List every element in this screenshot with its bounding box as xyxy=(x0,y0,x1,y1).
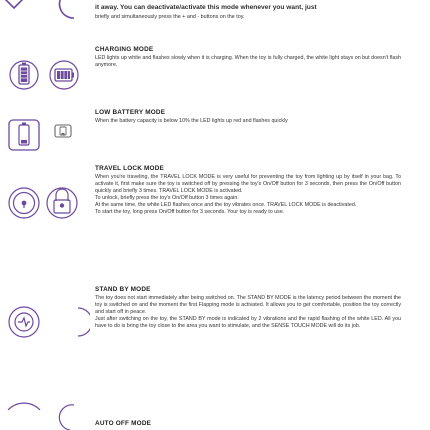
battery-low-icon xyxy=(9,120,39,150)
section-title: LOW BATTERY MODE xyxy=(95,109,166,116)
padlock-icon xyxy=(47,188,77,218)
icon-column xyxy=(0,0,90,430)
bottom-partial-icon xyxy=(8,403,74,430)
paragraph: When you're traveling, the TRAVEL LOCK MODE is very useful for preventing the toy from lighting up by itself in your bag. To activate it, first make sure the toy is switched off by pressing the toy's On/Off button for 3 seconds, then press the On/Off button quickly and briefly 3 times. TRAVEL LOCK MODE is activated. xyxy=(95,174,401,194)
section-low-battery-mode xyxy=(95,109,401,125)
intro-subline: briefly and simultaneously press the + and - buttons on the toy. xyxy=(95,14,245,21)
section-title: CHARGING MODE xyxy=(95,46,154,53)
standby-icon xyxy=(9,307,39,337)
section-charging-mode xyxy=(95,46,401,69)
section-stand-by-mode xyxy=(95,286,401,330)
section-travel-lock-mode xyxy=(95,165,401,215)
paragraph: The toy does not start immediately after being switched on. The STAND BY MODE is the latency period between the moment the toy is switched on and the moment the first Flapping mode is activated. It allows you to get comfortable, position the toy correctly and start off in peace. xyxy=(95,295,401,315)
section-body: When the battery capacity is below 10% the LED lights up red and flashes quickly xyxy=(95,118,288,124)
standby-right-partial xyxy=(78,308,90,336)
section-title: AUTO OFF MODE xyxy=(95,420,152,427)
intro-line: it away. You can deactivate/activate this mode whenever you want, just xyxy=(95,4,317,11)
section-title: STAND BY MODE xyxy=(95,286,151,293)
paragraph: Just after switching on the toy, the STAND BY mode is indicated by 2 vibrations and the rapid flashing of the white LED. All you have to do is bring the toy close to the area you want to stimulate, and the SENSE TOUCH MODE will do its job. xyxy=(95,315,401,329)
battery-horizontal-icon xyxy=(50,61,78,89)
paragraph: At the same time, the white LED flashes once and the toy vibrates once. TRAVEL LOCK MODE is deactivated. xyxy=(95,201,357,208)
paragraph: To unlock, briefly press the toy's On/Off button 3 times again. xyxy=(95,194,239,201)
section-auto-off-mode xyxy=(95,420,401,429)
section-title: TRAVEL LOCK MODE xyxy=(95,165,164,172)
lock-icon xyxy=(9,188,39,218)
intro-text xyxy=(95,4,405,22)
section-body: LED lights up white and flashes slowly when it is charging. When the toy is fully charged, the white light stays on but doesn't flash anymore. xyxy=(95,55,401,68)
battery-low-small-icon xyxy=(55,125,71,137)
battery-charging-icon xyxy=(10,61,38,89)
top-partial-icon xyxy=(4,0,74,18)
paragraph: To start the toy, long press On/Off button for 3 seconds. Your toy is ready to use. xyxy=(95,208,285,215)
